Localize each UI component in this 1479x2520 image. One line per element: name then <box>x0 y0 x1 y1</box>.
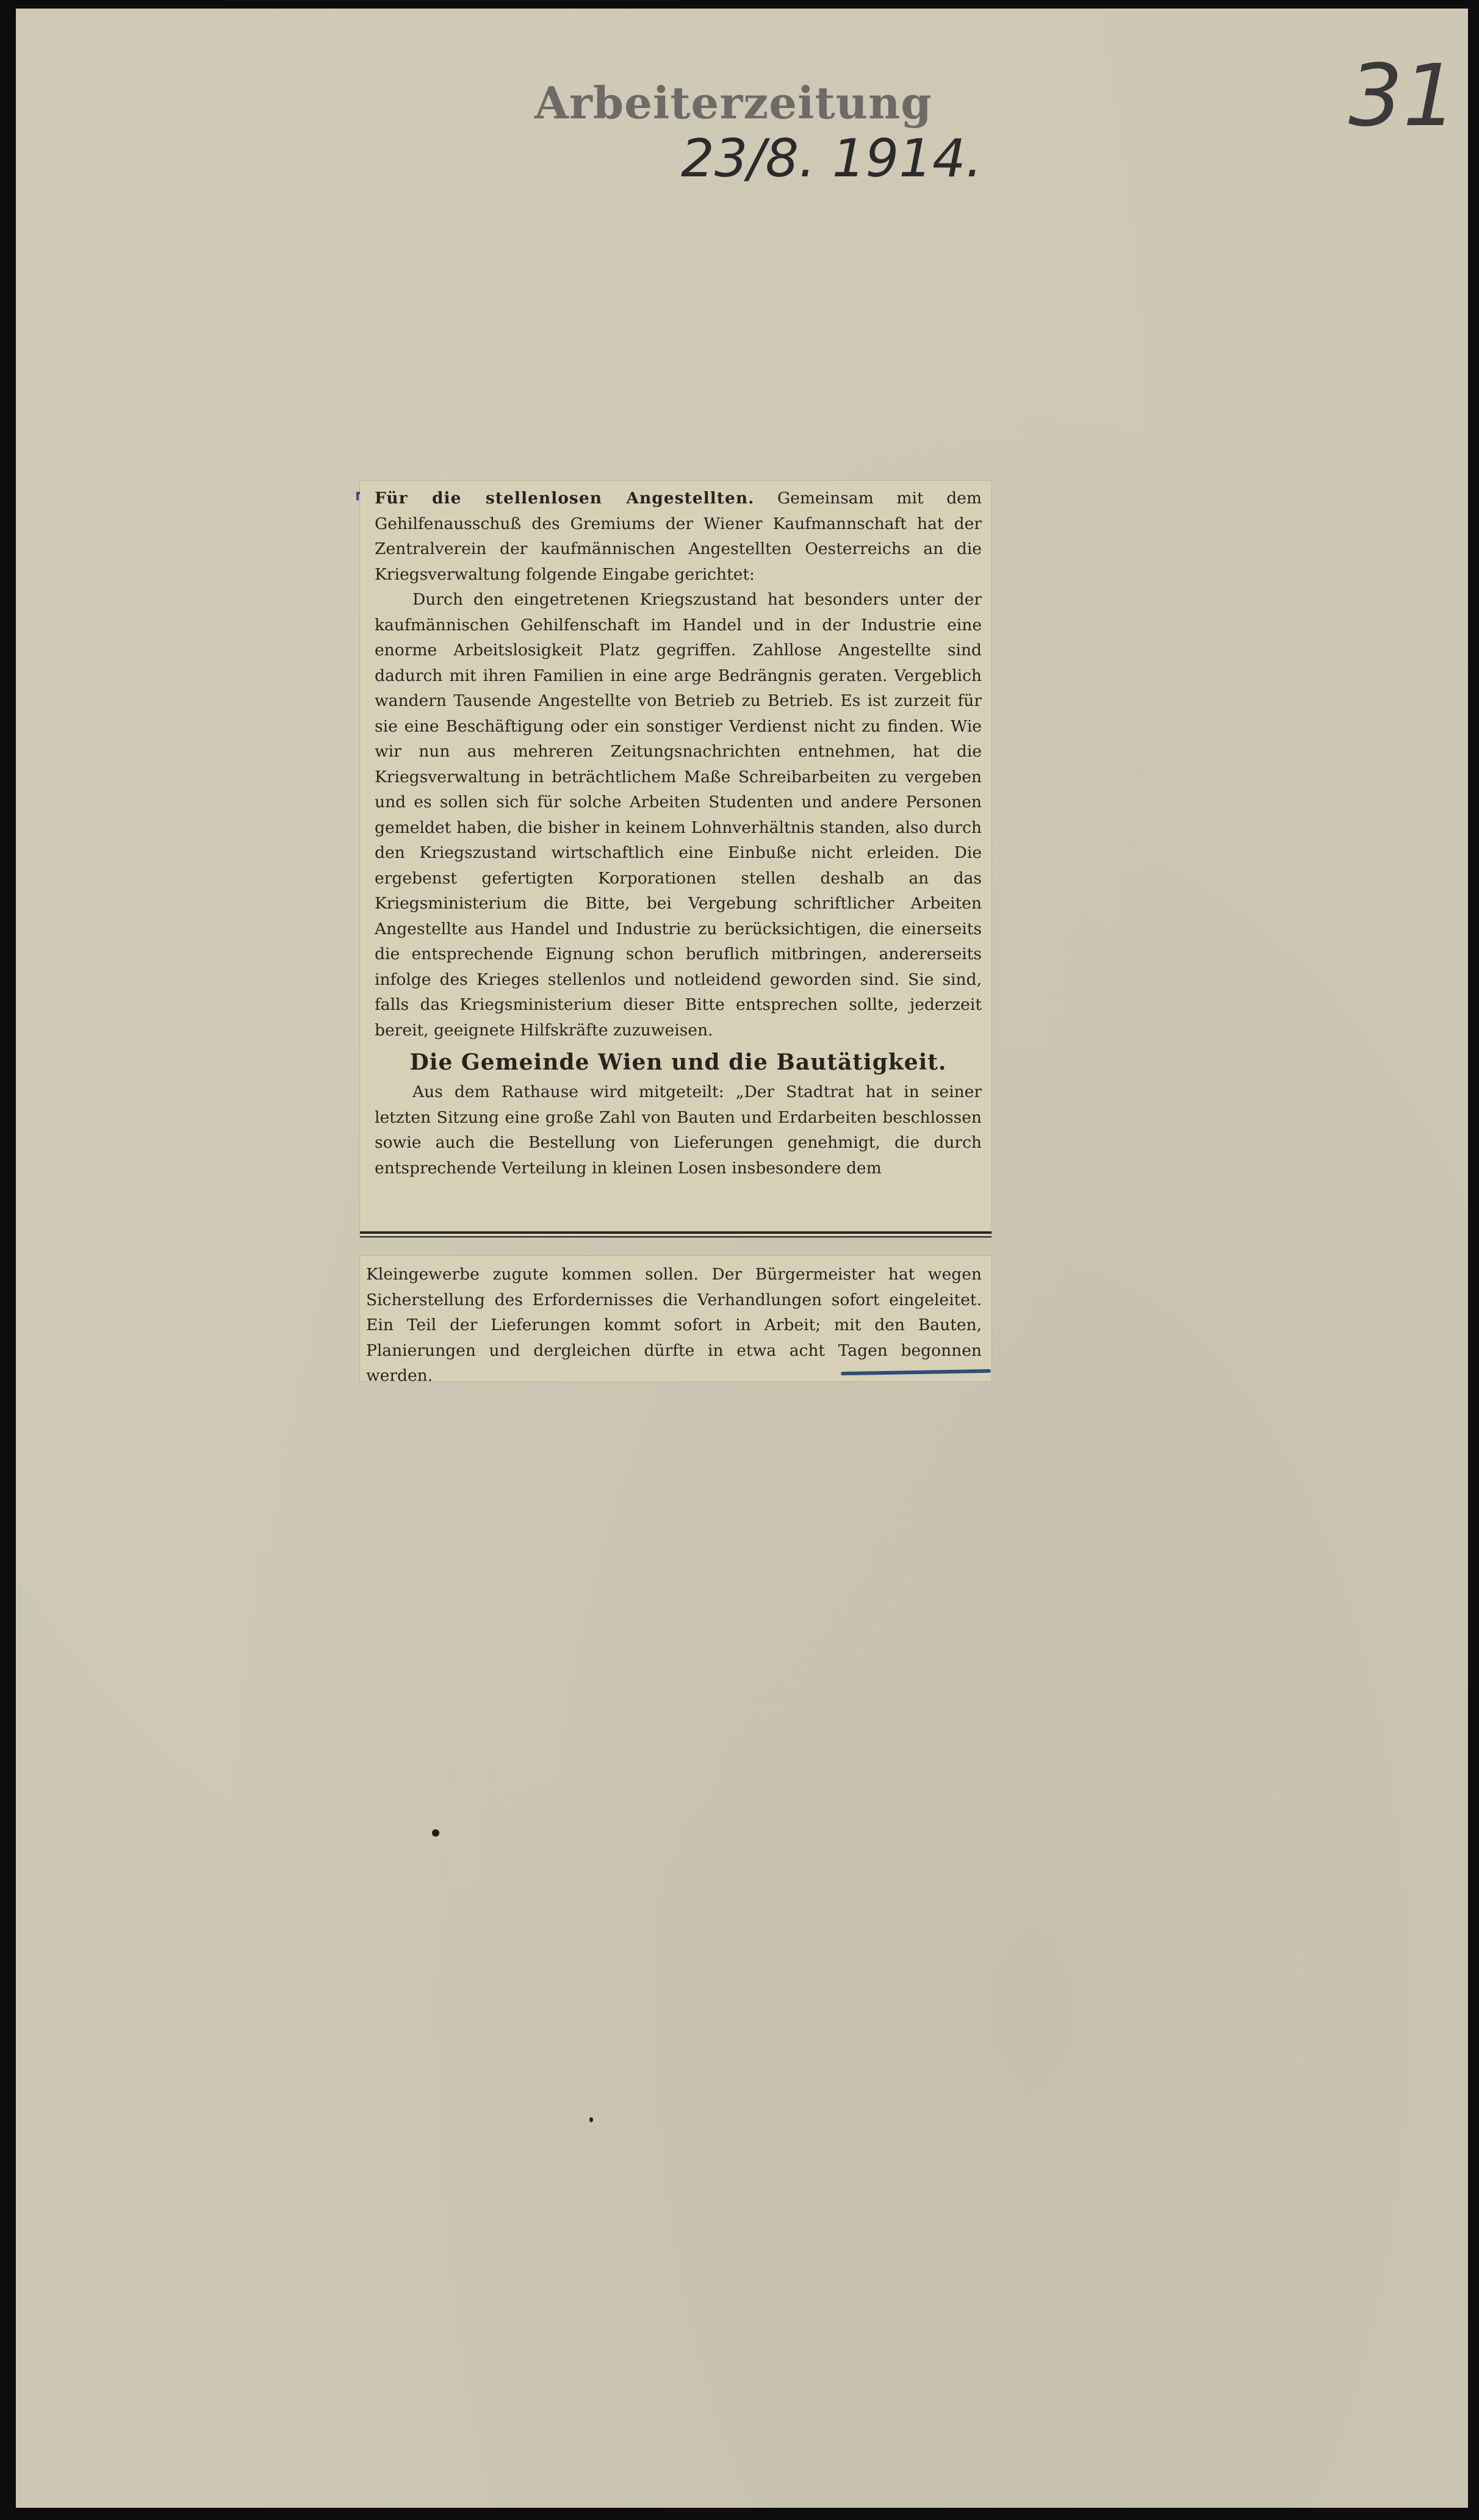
folio-number: 31 <box>1348 46 1458 146</box>
paper-speck <box>432 1829 439 1837</box>
newspaper-name-stamp: Arbeiterzeitung <box>534 77 932 129</box>
double-rule-divider <box>360 1231 991 1237</box>
article-stellenlose-angestellte-body: Durch den eingetretenen Kriegszustand hat besonders unter der kaufmännischen Gehilfenschaft im Handel und in der Industrie eine enorme Arbeitslosigkeit Platz gegriffen. Zahllose Angestellte sind dadurch mit ihren Familien in eine arge Bedrängnis geraten. Vergeblich wandern Tausende Angestellte von Betrieb zu Betrieb. Es ist zurzeit für sie eine Beschäftigung oder ein sonstiger Verdienst nicht zu finden. Wie wir nun aus mehreren Zeitungsnachrichten entnehmen, hat die Kriegsverwaltung in beträchtlichem Maße Schreibarbeiten zu vergeben und es sollen sich für solche Arbeiten Studenten und andere Personen gemeldet haben, die bisher in keinem Lohnverhältnis standen, also durch den Kriegszustand wirtschaftlich eine Einbuße nicht erleiden. Die ergebenst gefertigten Korporationen stellen deshalb an das Kriegsministerium die Bitte, bei Vergebung schriftlicher Arbeiten Angestellte aus Handel und Industrie zu berücksichtigen, die einerseits die entsprechende Eignung schon beruflich mitbringen, andererseits infolge des Krieges stellenlos und notleidend geworden sind. Sie sind, falls das Kriegsministerium dieser Bitte entsprechen sollte, jederzeit bereit, geeignete Hilfskräfte zuzuweisen. <box>375 590 982 1040</box>
article-stellenlose-angestellte-intro <box>375 486 982 587</box>
article-headline-bautaetigkeit: Die Gemeinde Wien und die Bautätigkeit. <box>409 1049 947 1075</box>
article-lead-title: Für die stellenlosen Angestellten. <box>375 489 755 508</box>
newspaper-clipping-lower <box>360 1256 991 1385</box>
article-intro-text: Gemeinsam mit dem Gehilfenausschuß des Gremiums der Wiener Kaufmannschaft hat der Zentralverein der kaufmännischen Angestellten Oesterreichs an die Kriegsverwaltung folgende Eingabe gerichtet: <box>375 489 982 584</box>
article-bautaetigkeit-body-part1: Aus dem Rathause wird mitgeteilt: „Der Stadtrat hat in seiner letzten Sitzung eine große Zahl von Bauten und Erdarbeiten beschlossen sowie auch die Bestellung von Lieferungen genehmigt, die durch entsprechende Verteilung in kleinen Losen insbesondere dem <box>375 1082 982 1178</box>
article-bautaetigkeit-body-part2: Kleingewerbe zugute kommen sollen. Der Bürgermeister hat wegen Sicherstellung des Erfordernisses die Verhandlungen sofort eingeleitet. Ein Teil der Lieferungen kommt sofort in Arbeit; mit den Bauten, Planierungen und dergleichen dürfte in etwa acht Tagen begonnen werden. <box>366 1265 982 1385</box>
handwritten-date: 23/8. 1914. <box>681 128 982 189</box>
newspaper-clipping-upper <box>360 481 991 1237</box>
paper-speck <box>589 2117 593 2122</box>
